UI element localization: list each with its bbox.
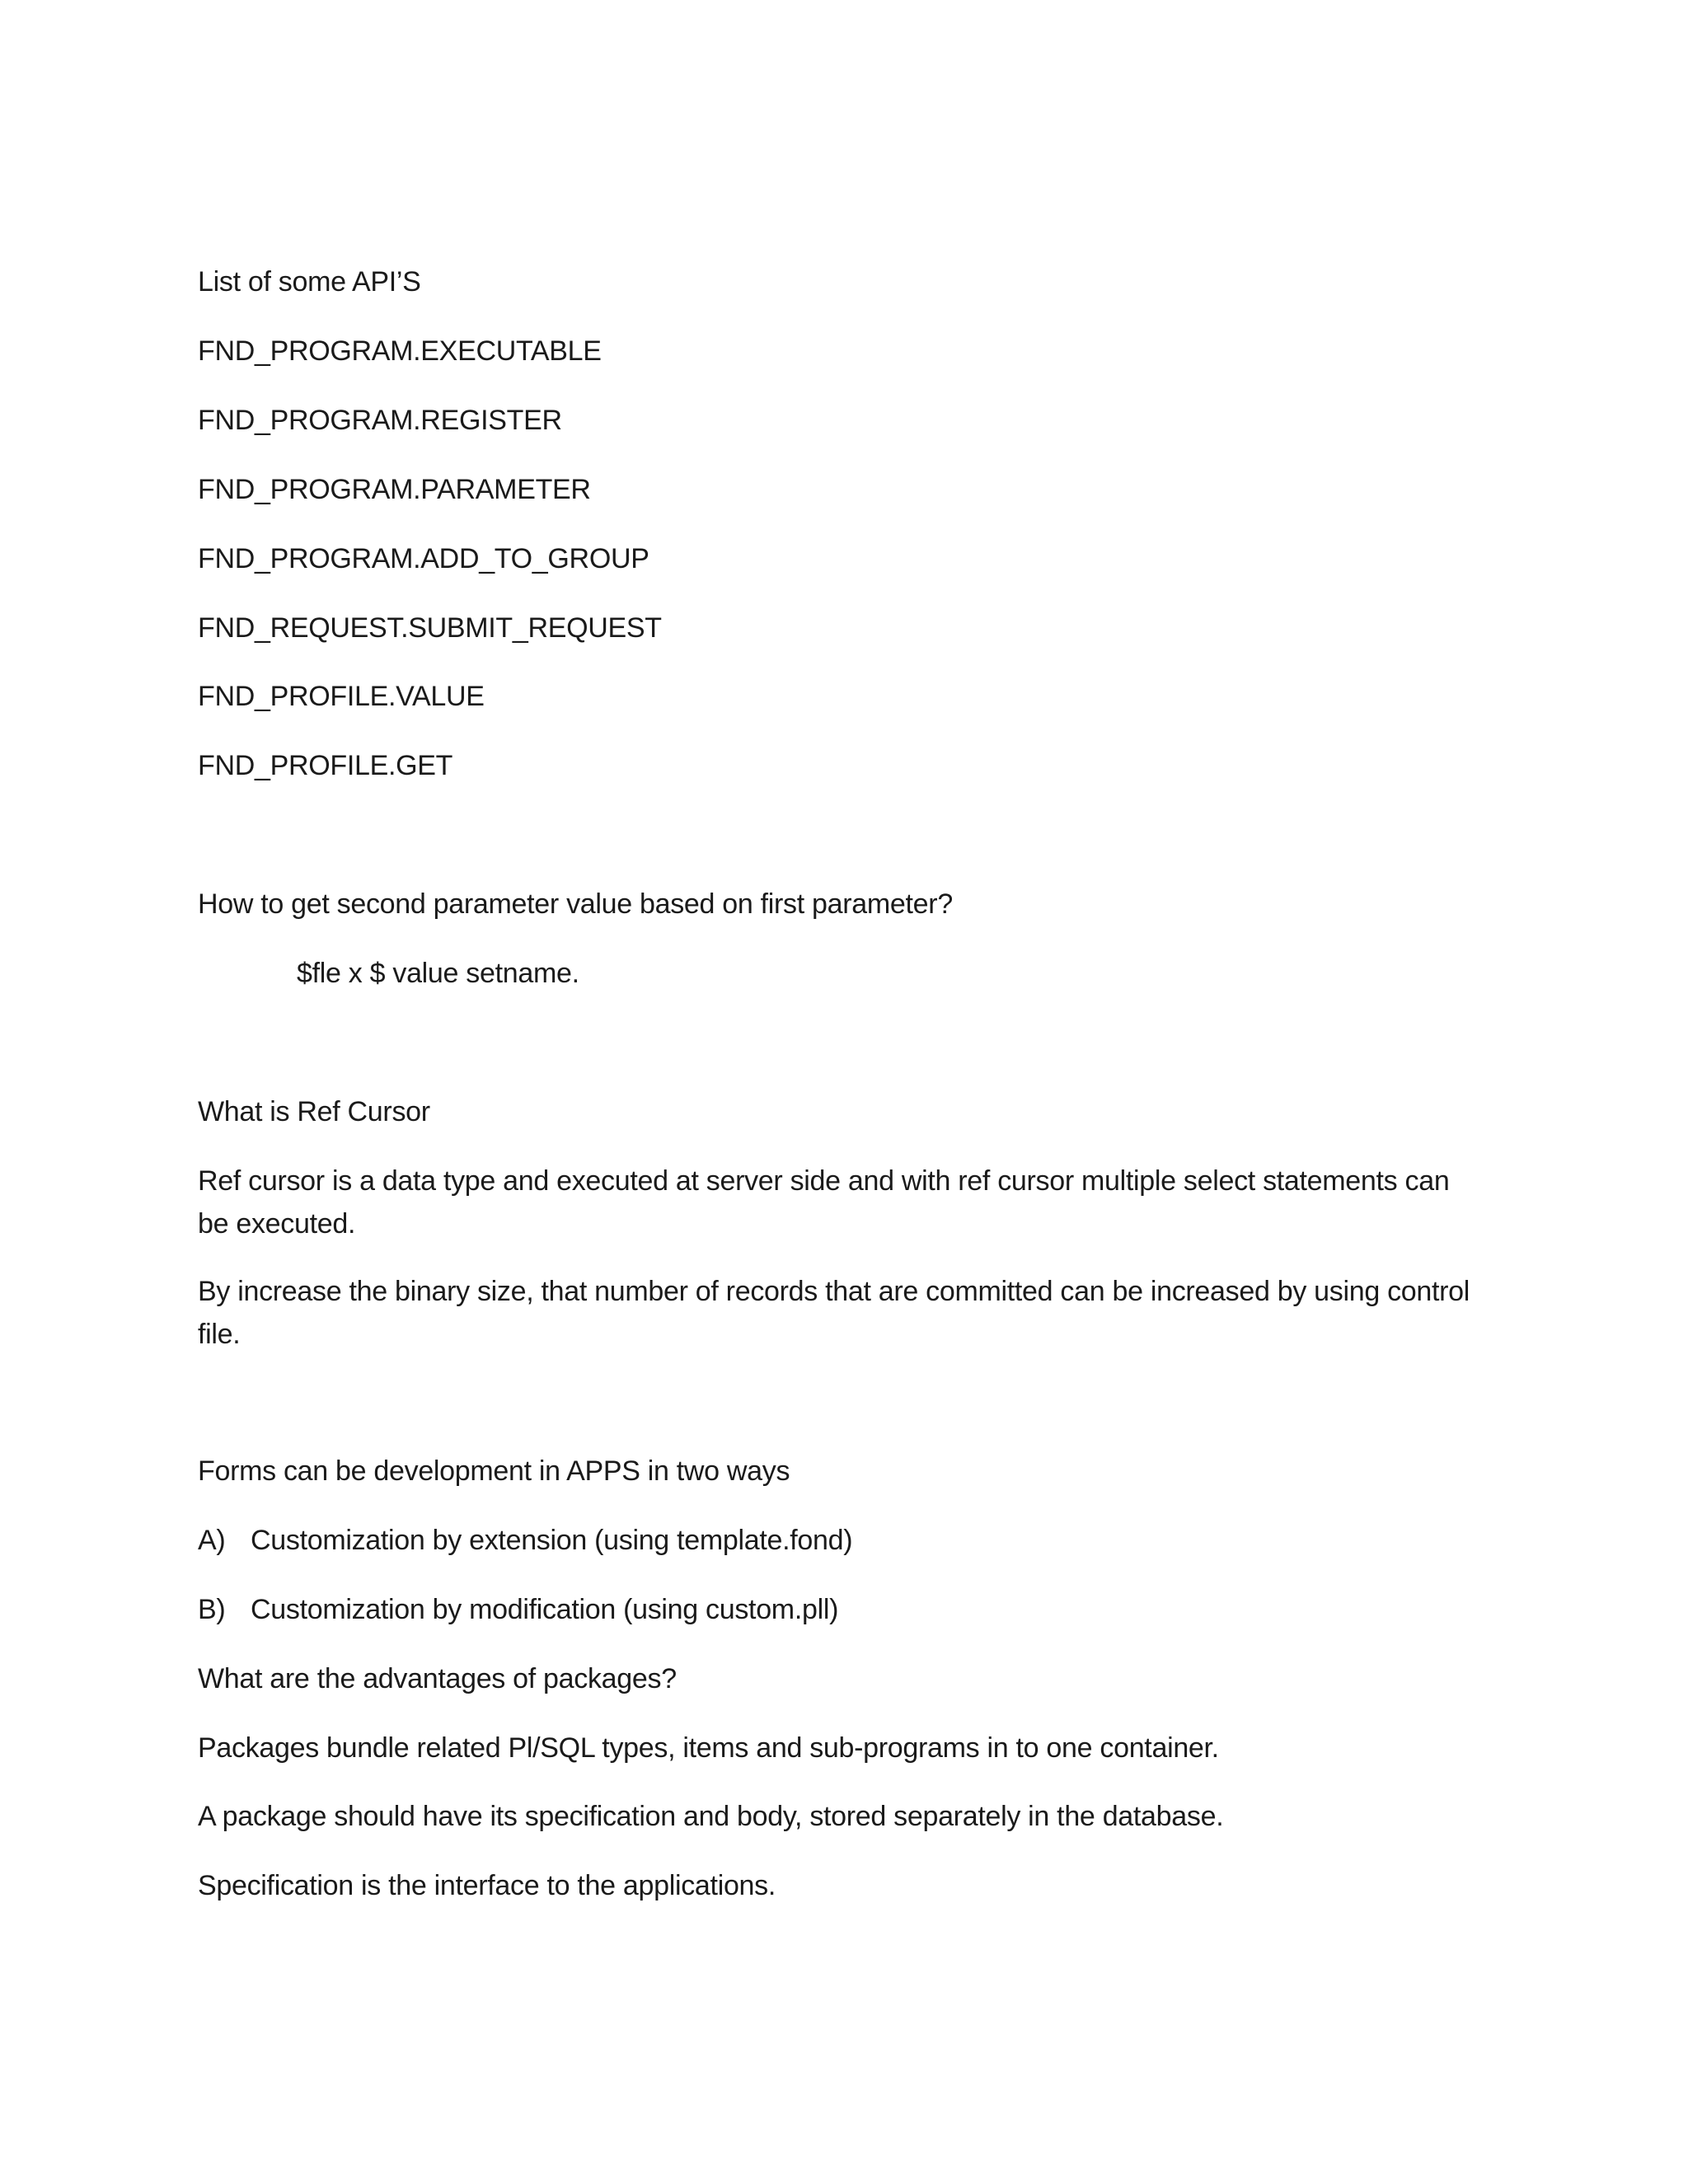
forms-way-item	[198, 1588, 838, 1631]
api-item: FND_PROGRAM.EXECUTABLE	[198, 335, 602, 367]
api-item: FND_PROFILE.GET	[198, 750, 453, 781]
forms-way-item	[198, 1519, 852, 1562]
list-item-text: Customization by extension (using template.fond)	[251, 1525, 853, 1556]
packages-line: A package should have its specification and body, stored separately in the database.	[198, 1801, 1224, 1832]
binary-paragraph: By increase the binary size, that number of records that are committed can be increased by using control file.	[198, 1276, 1470, 1350]
answer-param: $fle x $ value setname.	[297, 958, 579, 989]
api-item: FND_PROGRAM.ADD_TO_GROUP	[198, 543, 649, 574]
packages-question: What are the advantages of packages?	[198, 1663, 677, 1694]
api-item: FND_PROGRAM.REGISTER	[198, 405, 562, 436]
list-item-text: Customization by modification (using custom.pll)	[251, 1594, 839, 1625]
list-marker: A)	[198, 1525, 226, 1556]
list-marker: B)	[198, 1594, 226, 1625]
api-item: FND_PROGRAM.PARAMETER	[198, 474, 591, 505]
api-item: FND_PROFILE.VALUE	[198, 681, 485, 712]
api-item: FND_REQUEST.SUBMIT_REQUEST	[198, 612, 662, 644]
heading-refcursor: What is Ref Cursor	[198, 1096, 430, 1127]
packages-line: Specification is the interface to the applications.	[198, 1870, 776, 1901]
refcursor-paragraph: Ref cursor is a data type and executed at server side and with ref cursor multiple select statements can be executed.	[198, 1165, 1450, 1240]
heading-apis: List of some API’S	[198, 266, 421, 298]
packages-line: Packages bundle related Pl/SQL types, items and sub-programs in to one container.	[198, 1732, 1219, 1764]
question-param: How to get second parameter value based on first parameter?	[198, 888, 953, 920]
forms-heading: Forms can be development in APPS in two ways	[198, 1455, 790, 1487]
